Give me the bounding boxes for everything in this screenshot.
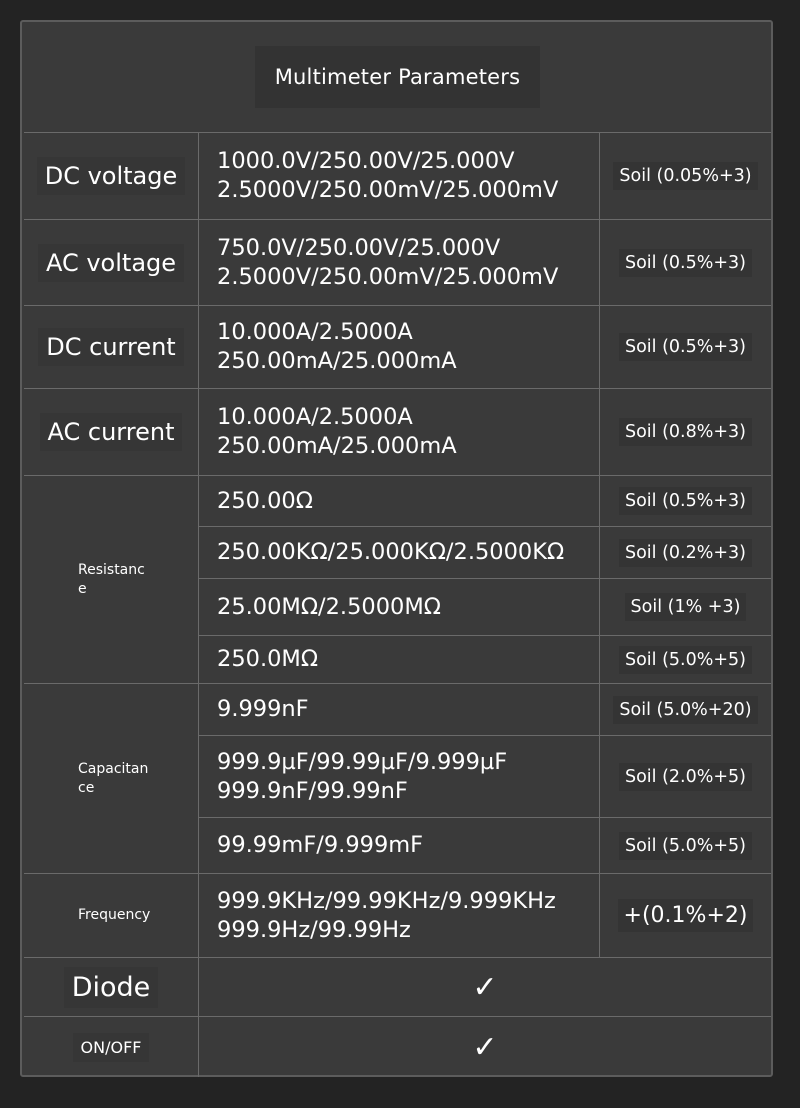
label-dc-current: DC current — [24, 306, 198, 388]
accuracy-frequency: +(0.1%+2) — [600, 874, 771, 957]
accuracy-capacitance: Soil (2.0%+5) — [600, 736, 771, 817]
label-resistance: Resistance — [78, 561, 145, 597]
accuracy-capacitance: Soil (5.0%+20) — [600, 684, 771, 735]
value-dc-current: 10.000A/2.5000A 250.00mA/25.000mA — [217, 319, 457, 374]
accuracy-ac-current: Soil (0.8%+3) — [600, 389, 771, 475]
label-capacitance: Capacitance — [78, 760, 149, 796]
accuracy-capacitance: Soil (5.0%+5) — [600, 818, 771, 873]
value-resistance: 250.00KΩ/25.000KΩ/2.5000KΩ — [217, 539, 565, 565]
checkmark-icon: ✓ — [472, 1029, 498, 1065]
value-capacitance: 9.999nF — [217, 696, 309, 722]
value-resistance: 250.00Ω — [217, 487, 313, 514]
value-ac-current: 10.000A/2.5000A 250.00mA/25.000mA — [217, 404, 457, 459]
label-dc-voltage: DC voltage — [24, 133, 198, 219]
accuracy-resistance: Soil (1% +3) — [600, 579, 771, 635]
label-ac-voltage: AC voltage — [24, 220, 198, 305]
accuracy-dc-current: Soil (0.5%+3) — [600, 306, 771, 388]
label-diode: Diode — [24, 958, 198, 1016]
value-dc-voltage: 1000.0V/250.00V/25.000V 2.5000V/250.00mV/25.000mV — [217, 148, 559, 203]
value-frequency: 999.9KHz/99.99KHz/9.999KHz 999.9Hz/99.99Hz — [217, 887, 556, 943]
value-capacitance: 99.99mF/9.999mF — [217, 832, 424, 858]
label-ac-current: AC current — [24, 389, 198, 475]
value-resistance: 250.0MΩ — [217, 646, 319, 672]
accuracy-resistance: Soil (0.5%+3) — [600, 476, 771, 526]
accuracy-resistance: Soil (0.2%+3) — [600, 527, 771, 578]
label-frequency: Frequency — [78, 907, 151, 923]
accuracy-resistance: Soil (5.0%+5) — [600, 636, 771, 683]
checkmark-icon: ✓ — [472, 969, 498, 1005]
value-capacitance: 999.9µF/99.99µF/9.999µF 999.9nF/99.99nF — [217, 748, 508, 804]
value-ac-voltage: 750.0V/250.00V/25.000V 2.5000V/250.00mV/25.000mV — [217, 234, 559, 290]
accuracy-ac-voltage: Soil (0.5%+3) — [600, 220, 771, 305]
accuracy-dc-voltage: Soil (0.05%+3) — [600, 133, 771, 219]
label-onoff: ON/OFF — [24, 1017, 198, 1077]
parameters-table — [20, 20, 773, 1077]
table-title: Multimeter Parameters — [255, 46, 540, 108]
value-resistance: 25.00MΩ/2.5000MΩ — [217, 593, 441, 620]
